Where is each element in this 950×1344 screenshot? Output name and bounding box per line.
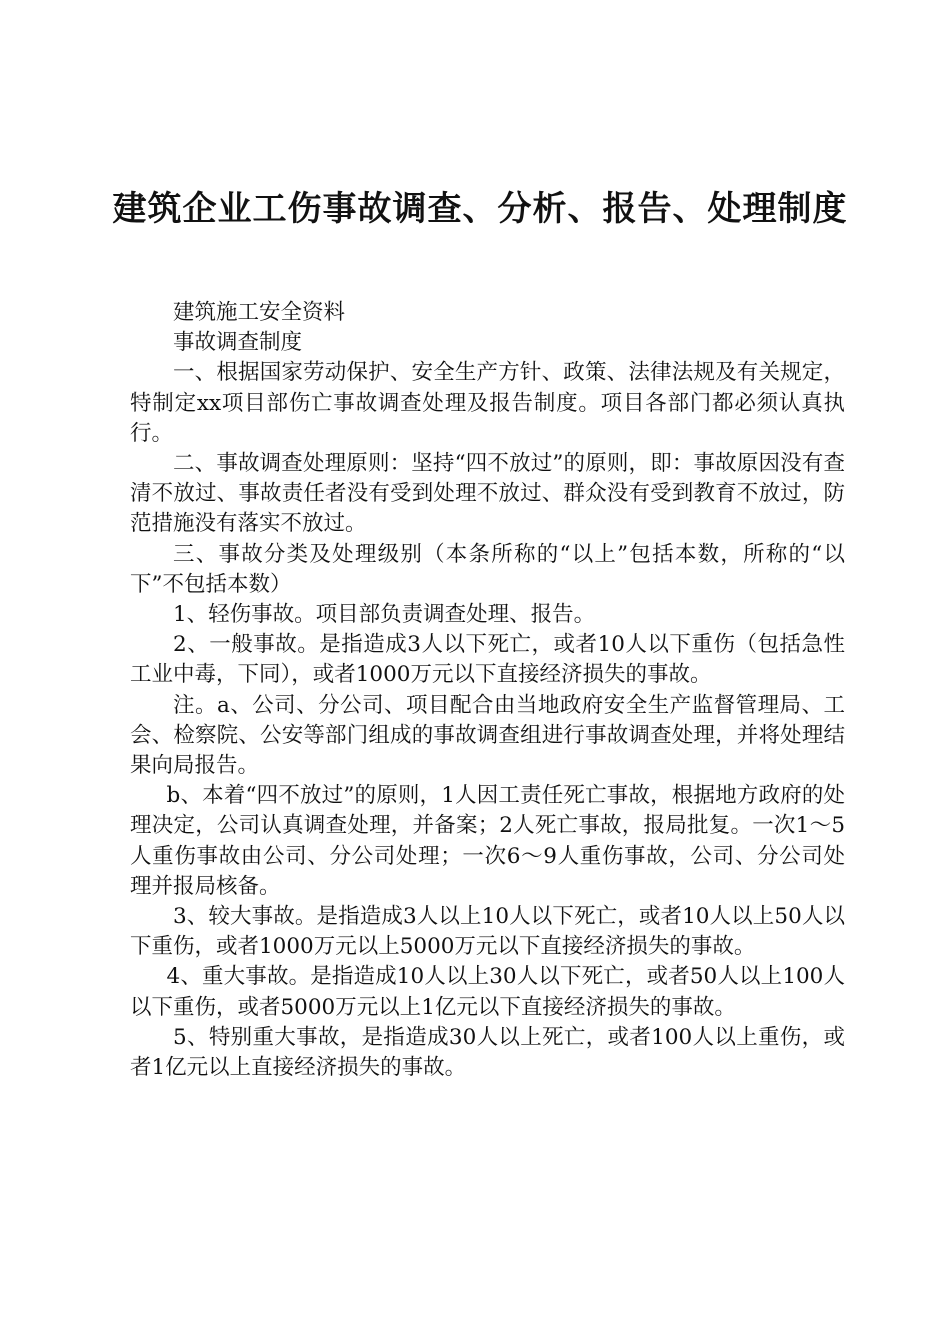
paragraph-note-a: 注。a、公司、分公司、项目配合由当地政府安全生产监督管理局、工会、检察院、公安等部门组成的事故调查组进行事故调查处理，并将处理结果向局报告。 xyxy=(130,692,845,779)
paragraph-especially-major-accident: 5、特别重大事故，是指造成30人以上死亡，或者100人以上重伤，或者1亿元以上直接经济损失的事故。 xyxy=(130,1024,845,1081)
paragraph-minor-injury: 1、轻伤事故。项目部负责调查处理、报告。 xyxy=(173,602,596,628)
paragraph-note-b: b、本着“四不放过”的原则，1人因工责任死亡事故，根据地方政府的处理决定，公司认真调查处理，并备案；2人死亡事故，报局批复。一次1～5人重伤事故由公司、分公司处理；一次6～9人重伤事故，公司、分公司处理并报局核备。 xyxy=(130,783,845,899)
paragraph-clause-3: 三、事故分类及处理级别（本条所称的“以上”包括本数，所称的“以下”不包括本数） xyxy=(130,541,845,597)
paragraph-general-accident: 2、一般事故。是指造成3人以下死亡，或者10人以下重伤（包括急性工业中毒，下同），或者1000万元以下直接经济损失的事故。 xyxy=(130,632,845,688)
paragraph-clause-2: 二、事故调查处理原则：坚持“四不放过”的原则，即：事故原因没有查清不放过、事故责任者没有受到处理不放过、群众没有受到教育不放过，防范措施没有落实不放过。 xyxy=(130,451,845,537)
paragraph-clause-1: 一、根据国家劳动保护、安全生产方针、政策、法律法规及有关规定，特制定xx项目部伤亡事故调查处理及报告制度。项目各部门都必须认真执行。 xyxy=(130,360,845,446)
paragraph-category: 建筑施工安全资料 xyxy=(173,300,346,325)
document-title: 建筑企业工伤事故调查、分析、报告、处理制度 xyxy=(112,189,848,229)
paragraph-major-accident: 4、重大事故。是指造成10人以上30人以下死亡，或者50人以上100人以下重伤，或者5000万元以上1亿元以下直接经济损失的事故。 xyxy=(130,964,845,1020)
paragraph-section-heading: 事故调查制度 xyxy=(173,330,303,356)
paragraph-larger-accident: 3、较大事故。是指造成3人以上10人以下死亡，或者10人以上50人以下重伤，或者1000万元以上5000万元以下直接经济损失的事故。 xyxy=(130,904,845,960)
document-body xyxy=(130,298,845,1083)
